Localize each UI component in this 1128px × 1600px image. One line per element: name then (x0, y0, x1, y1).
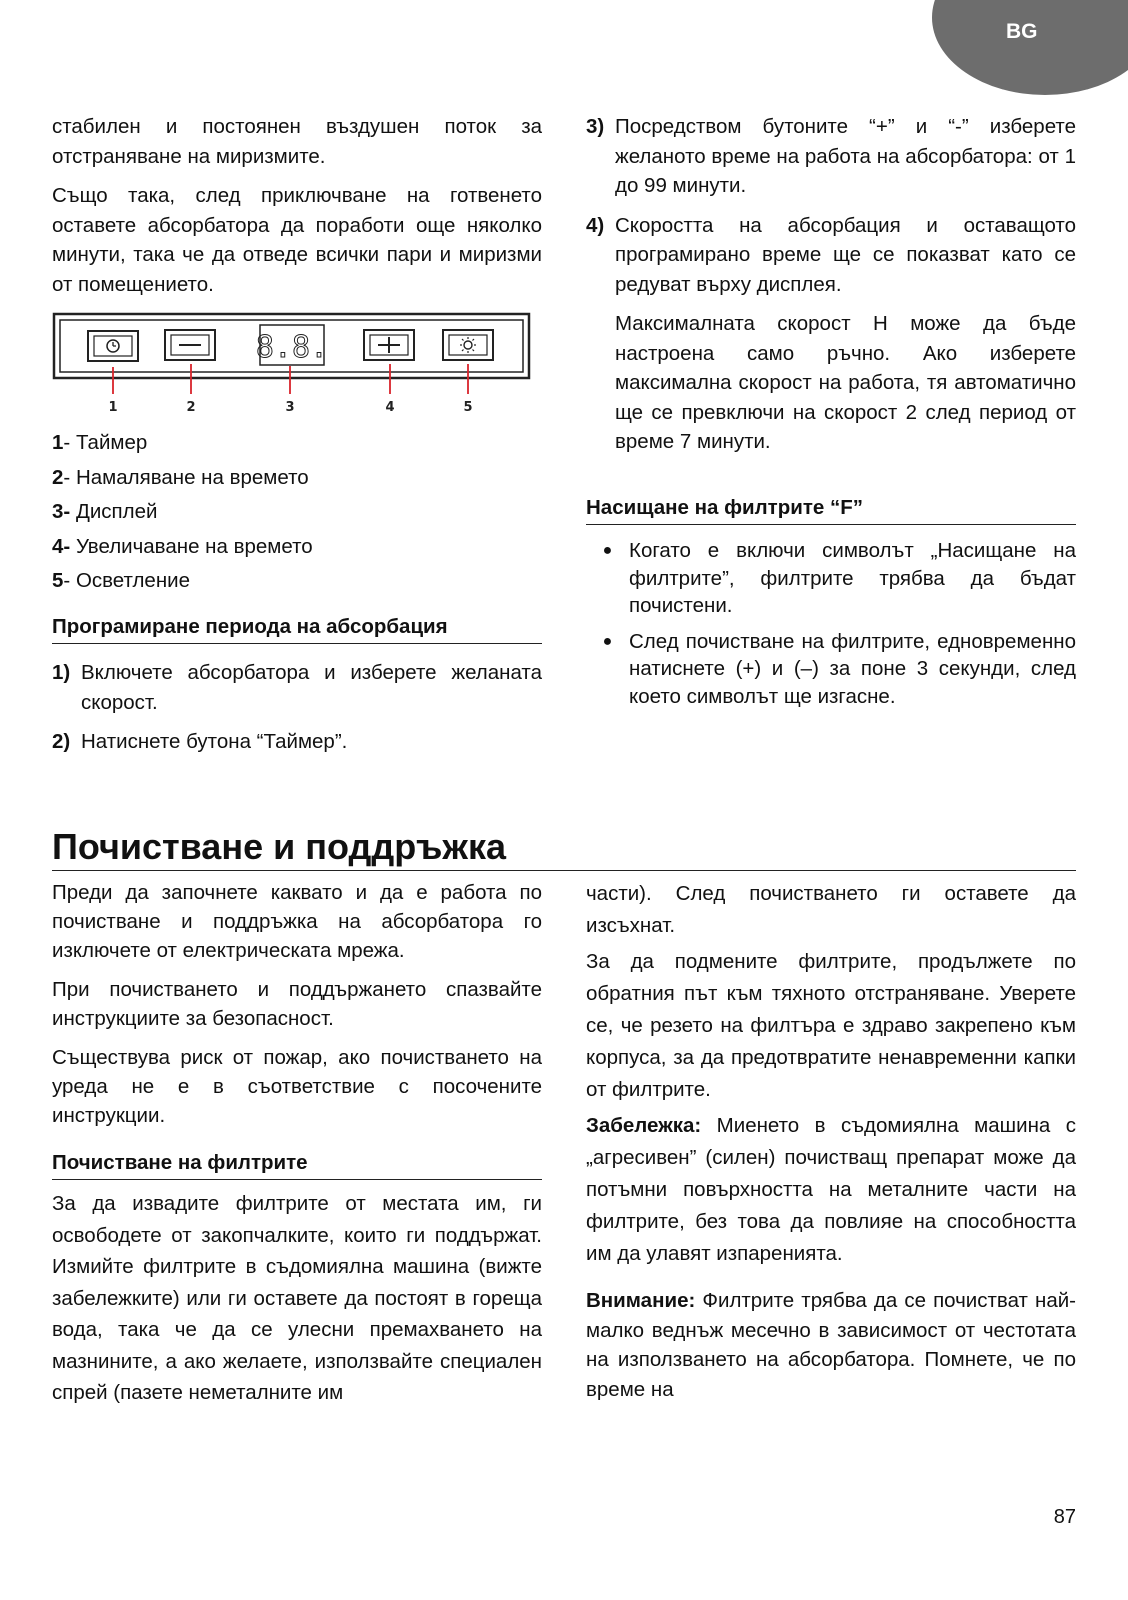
right-column-top (586, 112, 1076, 718)
list-item: ● След почистване на филтрите, едновременно натиснете (+) и (–) за поне 3 секунди, след което символът ще изгасне. (602, 629, 1076, 708)
page-number: 87 (1053, 1506, 1076, 1528)
filters-heading: Почистване на филтрите (52, 1148, 542, 1180)
control-panel-diagram (52, 312, 542, 427)
note-paragraph: Забележка: Миенето в съдомиялна машина с „агресивен” (силен) почистващ препарат може да потъмни повърхността на металните части на филтрите, без това да повлияе на способността им да улавят изпаренията. (586, 1114, 1076, 1265)
language-tab (932, 0, 1128, 95)
cleaning-paragraph-2: При почистването и поддържането спазвайте инструкциите за безопасност. (52, 978, 542, 1030)
note-label: Забележка: (586, 1114, 702, 1137)
max-speed-note: Максималната скорост H може да бъде настроена само ръчно. Ако изберете максимална скорост на работа, тя автоматично ще се превключи на скорост 2 след период от време 7 минути. (615, 312, 1076, 453)
plus-button-icon (364, 330, 414, 360)
diagram-label-4: 4 (385, 400, 395, 415)
cleaning-paragraph-right-2: За да подмените филтрите, продължете по обратния път към тяхното отстраняване. Уверете се, че резето на филтъра е здраво закрепено към корпуса, за да предотвратите ненавременни капки от филтрите. (586, 950, 1076, 1101)
language-label: BG (1006, 20, 1038, 43)
minus-button-icon (165, 330, 215, 360)
svg-text:8.8.: 8.8. (255, 330, 329, 365)
legend-item: 5- Осветление (52, 569, 190, 592)
right-column-bottom (586, 878, 1076, 1414)
intro-paragraph-2: Също така, след приключване на готвенето оставете абсорбатора да поработи още няколко минути, така че да отведе всички пари и миризми от помещението. (52, 184, 542, 296)
diagram-label-1: 1 (108, 400, 118, 415)
left-column-middle (52, 428, 542, 767)
programming-heading: Програмиране периода на абсорбация (52, 612, 542, 645)
diagram-label-2: 2 (186, 400, 196, 415)
button-legend (52, 428, 542, 596)
timer-button-icon (88, 331, 138, 361)
display-icon (256, 325, 328, 365)
diagram-label-5: 5 (463, 400, 473, 415)
left-column-top (52, 112, 542, 309)
legend-item: 3- Дисплей (52, 500, 158, 523)
warning-paragraph: Внимание: Филтрите трябва да се почистват най-малко веднъж месечно в зависимост от честотата на използването на абсорбатора. Помнете, че по време на (586, 1289, 1077, 1401)
list-item: ● Когато е включи символът „Насищане на филтрите”, филтрите трябва да бъдат почистени. (602, 539, 1076, 617)
control-panel-svg (52, 312, 542, 427)
warning-label: Внимание: (586, 1289, 696, 1312)
saturation-heading: Насищане на филтрите “F” (586, 493, 1076, 526)
legend-item: 2- Намаляване на времето (52, 465, 309, 489)
step-item: 4) Скоростта на абсорбация и оставащото програмирано време ще се показват като се редуват върху дисплея. (586, 213, 1076, 296)
cleaning-paragraph-1: Преди да започнете каквато и да е работа по почистване и поддръжка на абсорбатора го изключете от електрическата мрежа. (52, 881, 542, 962)
intro-paragraph-1: стабилен и постоянен въздушен поток за отстраняване на миризмите. (52, 115, 542, 168)
step-item: 2) Натиснете бутона “Таймер”. (52, 730, 348, 753)
step-item: 3) Посредством бутоните “+” и “-” изберете желаното време на работа на абсорбатора: от 1 до 99 минути. (586, 115, 1076, 197)
light-button-icon (443, 330, 493, 360)
legend-item: 1- Таймер (52, 431, 148, 454)
cleaning-paragraph-right-1: части). След почистването ги оставете да изсъхнат. (586, 882, 1076, 937)
diagram-label-3: 3 (285, 400, 295, 415)
filters-paragraph: За да извадите филтрите от местата им, ги освободете от закопчалките, които ги поддържат. Измийте филтрите в съдомиялна машина (вижте забележките) или ги оставете да постоят в гореща вода, така че да се улесни премахването на мазнините, а ако желаете, използвайте специален спрей (пазете неметалните им (52, 1192, 542, 1404)
legend-item: 4- Увеличаване на времето (52, 534, 313, 558)
step-item: 1) Включете абсорбатора и изберете желаната скорост. (52, 661, 542, 714)
left-column-bottom (52, 878, 542, 1419)
cleaning-paragraph-3: Съществува риск от пожар, ако почистването на уреда не е в съответствие с посочените инструкции. (52, 1046, 542, 1127)
section-title: Почистване и поддръжка (52, 826, 1076, 871)
